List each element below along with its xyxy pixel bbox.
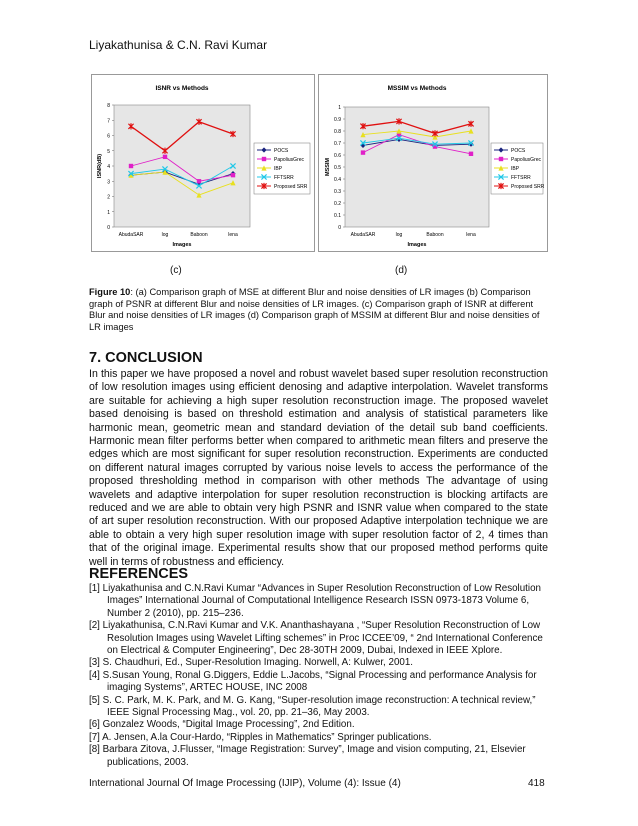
reference-item: [8] Barbara Zitova, J.Flusser, “Image Registration: Survey”, Image and vision computing, 21, Elsevier publications, 2003. (89, 744, 526, 768)
plot-area (114, 105, 250, 227)
chart-title: ISNR vs Methods (155, 85, 209, 92)
legend-label: POCS (274, 148, 289, 154)
y-tick-label: 3 (107, 179, 110, 186)
legend (254, 143, 310, 194)
reference-item: [7] A. Jensen, A.la Cour-Hardo, “Ripples in Mathematics” Springer publications. (89, 731, 432, 743)
subfigure-label-d: (d) (395, 265, 408, 276)
references-list (89, 583, 548, 769)
legend-label: Proposed SRR (274, 184, 308, 190)
legend-label: PapoliusGrec (511, 157, 542, 163)
page-number: 418 (528, 778, 545, 789)
reference-item: [2] Liyakathunisa, C.N.Ravi Kumar and V.K. Ananthashayana , “Super Resolution Reconstruction of Low Resolution Images using Wavelet Lifting schemes” in Proc ICCEE’09, “ 2nd International Conference on Electrical & Computer Engineering”, Dec 28-30TH 2009, Dubai, Indexed in IEEE Xplore. (89, 620, 543, 657)
data-point (163, 155, 167, 159)
legend-label: FFTSRR (511, 175, 531, 181)
y-tick-label: 7 (107, 118, 110, 125)
data-point (361, 150, 365, 154)
y-tick-label: 0.1 (334, 213, 341, 219)
legend-marker (499, 157, 503, 161)
y-tick-label: 0.4 (334, 177, 341, 183)
x-tick-label: log (161, 232, 169, 238)
reference-item: [6] Gonzalez Woods, “Digital Image Processing”, 2nd Edition. (89, 719, 355, 731)
data-point (129, 164, 133, 168)
y-tick-label: 0.3 (334, 189, 341, 195)
footer-journal: International Journal Of Image Processing (IJIP), Volume (4): Issue (4) (89, 778, 401, 789)
x-tick-label: AbudaSAR (350, 232, 376, 238)
running-header: Liyakathunisa & C.N. Ravi Kumar (89, 38, 268, 52)
x-tick-label: lena (466, 232, 476, 238)
mssim-chart-svg (319, 75, 547, 251)
y-axis-label: ISNR(dB) (97, 153, 103, 179)
isnr-chart-svg (92, 75, 314, 251)
reference-item: [3] S. Chaudhuri, Ed., Super-Resolution Imaging. Norwell, A: Kulwer, 2001. (89, 657, 414, 669)
y-axis-label: MSSIM (325, 157, 331, 177)
x-tick-label: Baboon (190, 232, 208, 238)
reference-item: [1] Liyakathunisa and C.N.Ravi Kumar “Advances in Super Resolution Reconstruction of Low Resolution Images” International Journal of Computational Intelligence Research ISSN 0973-1873 Volume 6, Number 2 (2010), pp. 215–236. (89, 583, 541, 619)
figure-caption-text: : (a) Comparison graph of MSE at different Blur and noise densities of LR images (b) Comparison graph of PSNR at different Blur and noise densities of LR images. (c) Comparison graph of ISNR at different Blur and noise densities of LR images (d) Comparison graph of MSSIM at different Blur and noise densities of LR images (89, 287, 540, 332)
legend-label: Proposed SRR (511, 184, 545, 190)
y-tick-label: 0.9 (334, 117, 341, 123)
legend-label: PapoliusGrec (274, 157, 305, 163)
data-point (197, 179, 201, 183)
data-point (469, 152, 473, 156)
y-tick-label: 5 (107, 148, 110, 155)
legend-label: POCS (511, 148, 526, 154)
legend-label: IBP (274, 166, 283, 172)
y-tick-label: 0.7 (334, 141, 341, 147)
figure-caption (89, 287, 549, 333)
mssim-chart (318, 74, 548, 252)
x-tick-label: AbudaSAR (118, 232, 144, 238)
x-tick-label: Baboon (426, 232, 444, 238)
y-tick-label: 2 (107, 194, 110, 201)
conclusion-heading: 7. CONCLUSION (89, 350, 203, 366)
subfigure-label-c: (c) (170, 265, 182, 276)
chart-title: MSSIM vs Methods (387, 85, 447, 92)
conclusion-paragraph: In this paper we have proposed a novel and robust wavelet based super resolution reconstruction of low resolution images using efficient denosing and adaptive interpolation. Wavelet transforms are suitable for achieving a high super resolution reconstruction image. The proposed wavelet based denoising is based on threshold estimation and analysis of statistical parameters like harmonic mean, geometric mean and standard deviation of the detail sub band coefficients. Harmonic mean filter performs better when compared to arithmetic mean filters and preserve the edges which are most significant for super resolution reconstruction. Experiments are conducted on different natural images corrupted by various noise levels to access the performance of the proposed thresholding method in comparison with other methods The advantage of using wavelets and adaptive interpolation for super resolution reconstruction is blocking artifacts are reduced and we are able to obtain very high PSNR and ISNR value when compared to the state of art super resolution reconstruction. With our proposed Adaptive interpolation technique we are able to obtain a very high super resolution image with super resolution factor of 2, 4 times than that of the original image. Experimental results show that our proposed method performs quite well in terms of robustness and efficiency. (89, 368, 548, 568)
y-tick-label: 6 (107, 133, 110, 140)
x-tick-label: log (395, 232, 403, 238)
legend-marker (262, 157, 266, 161)
legend-label: IBP (511, 166, 520, 172)
y-tick-label: 0.2 (334, 201, 341, 207)
y-tick-label: 8 (107, 103, 110, 109)
references-heading: REFERENCES (89, 566, 189, 582)
isnr-chart (91, 74, 315, 252)
x-tick-label: lena (228, 232, 238, 238)
y-tick-label: 0.8 (334, 129, 341, 135)
reference-item: [4] S.Susan Young, Ronal G.Diggers, Eddie L.Jacobs, “Signal Processing and performance Analysis for imaging Systems”, ARTEC HOUSE, INC 2008 (89, 669, 537, 694)
y-tick-label: 0 (338, 225, 341, 231)
y-tick-label: 0.6 (334, 153, 341, 159)
reference-item: [5] S. C. Park, M. K. Park, and M. G. Kang, “Super-resolution image reconstruction: A technical review,” IEEE Signal Processing Mag., vol. 20, pp. 21–36, May 2003. (89, 694, 536, 719)
y-tick-label: 0.5 (334, 165, 341, 171)
x-axis-label: Images (407, 242, 427, 248)
y-tick-label: 0 (107, 225, 110, 231)
y-tick-label: 4 (107, 164, 110, 170)
legend-label: FFTSRR (274, 175, 294, 181)
legend (491, 143, 545, 194)
y-tick-label: 1 (338, 105, 341, 111)
y-tick-label: 1 (107, 209, 110, 216)
figure-caption-label: Figure 10 (89, 287, 131, 297)
data-point (231, 173, 235, 177)
x-axis-label: Images (172, 242, 192, 248)
